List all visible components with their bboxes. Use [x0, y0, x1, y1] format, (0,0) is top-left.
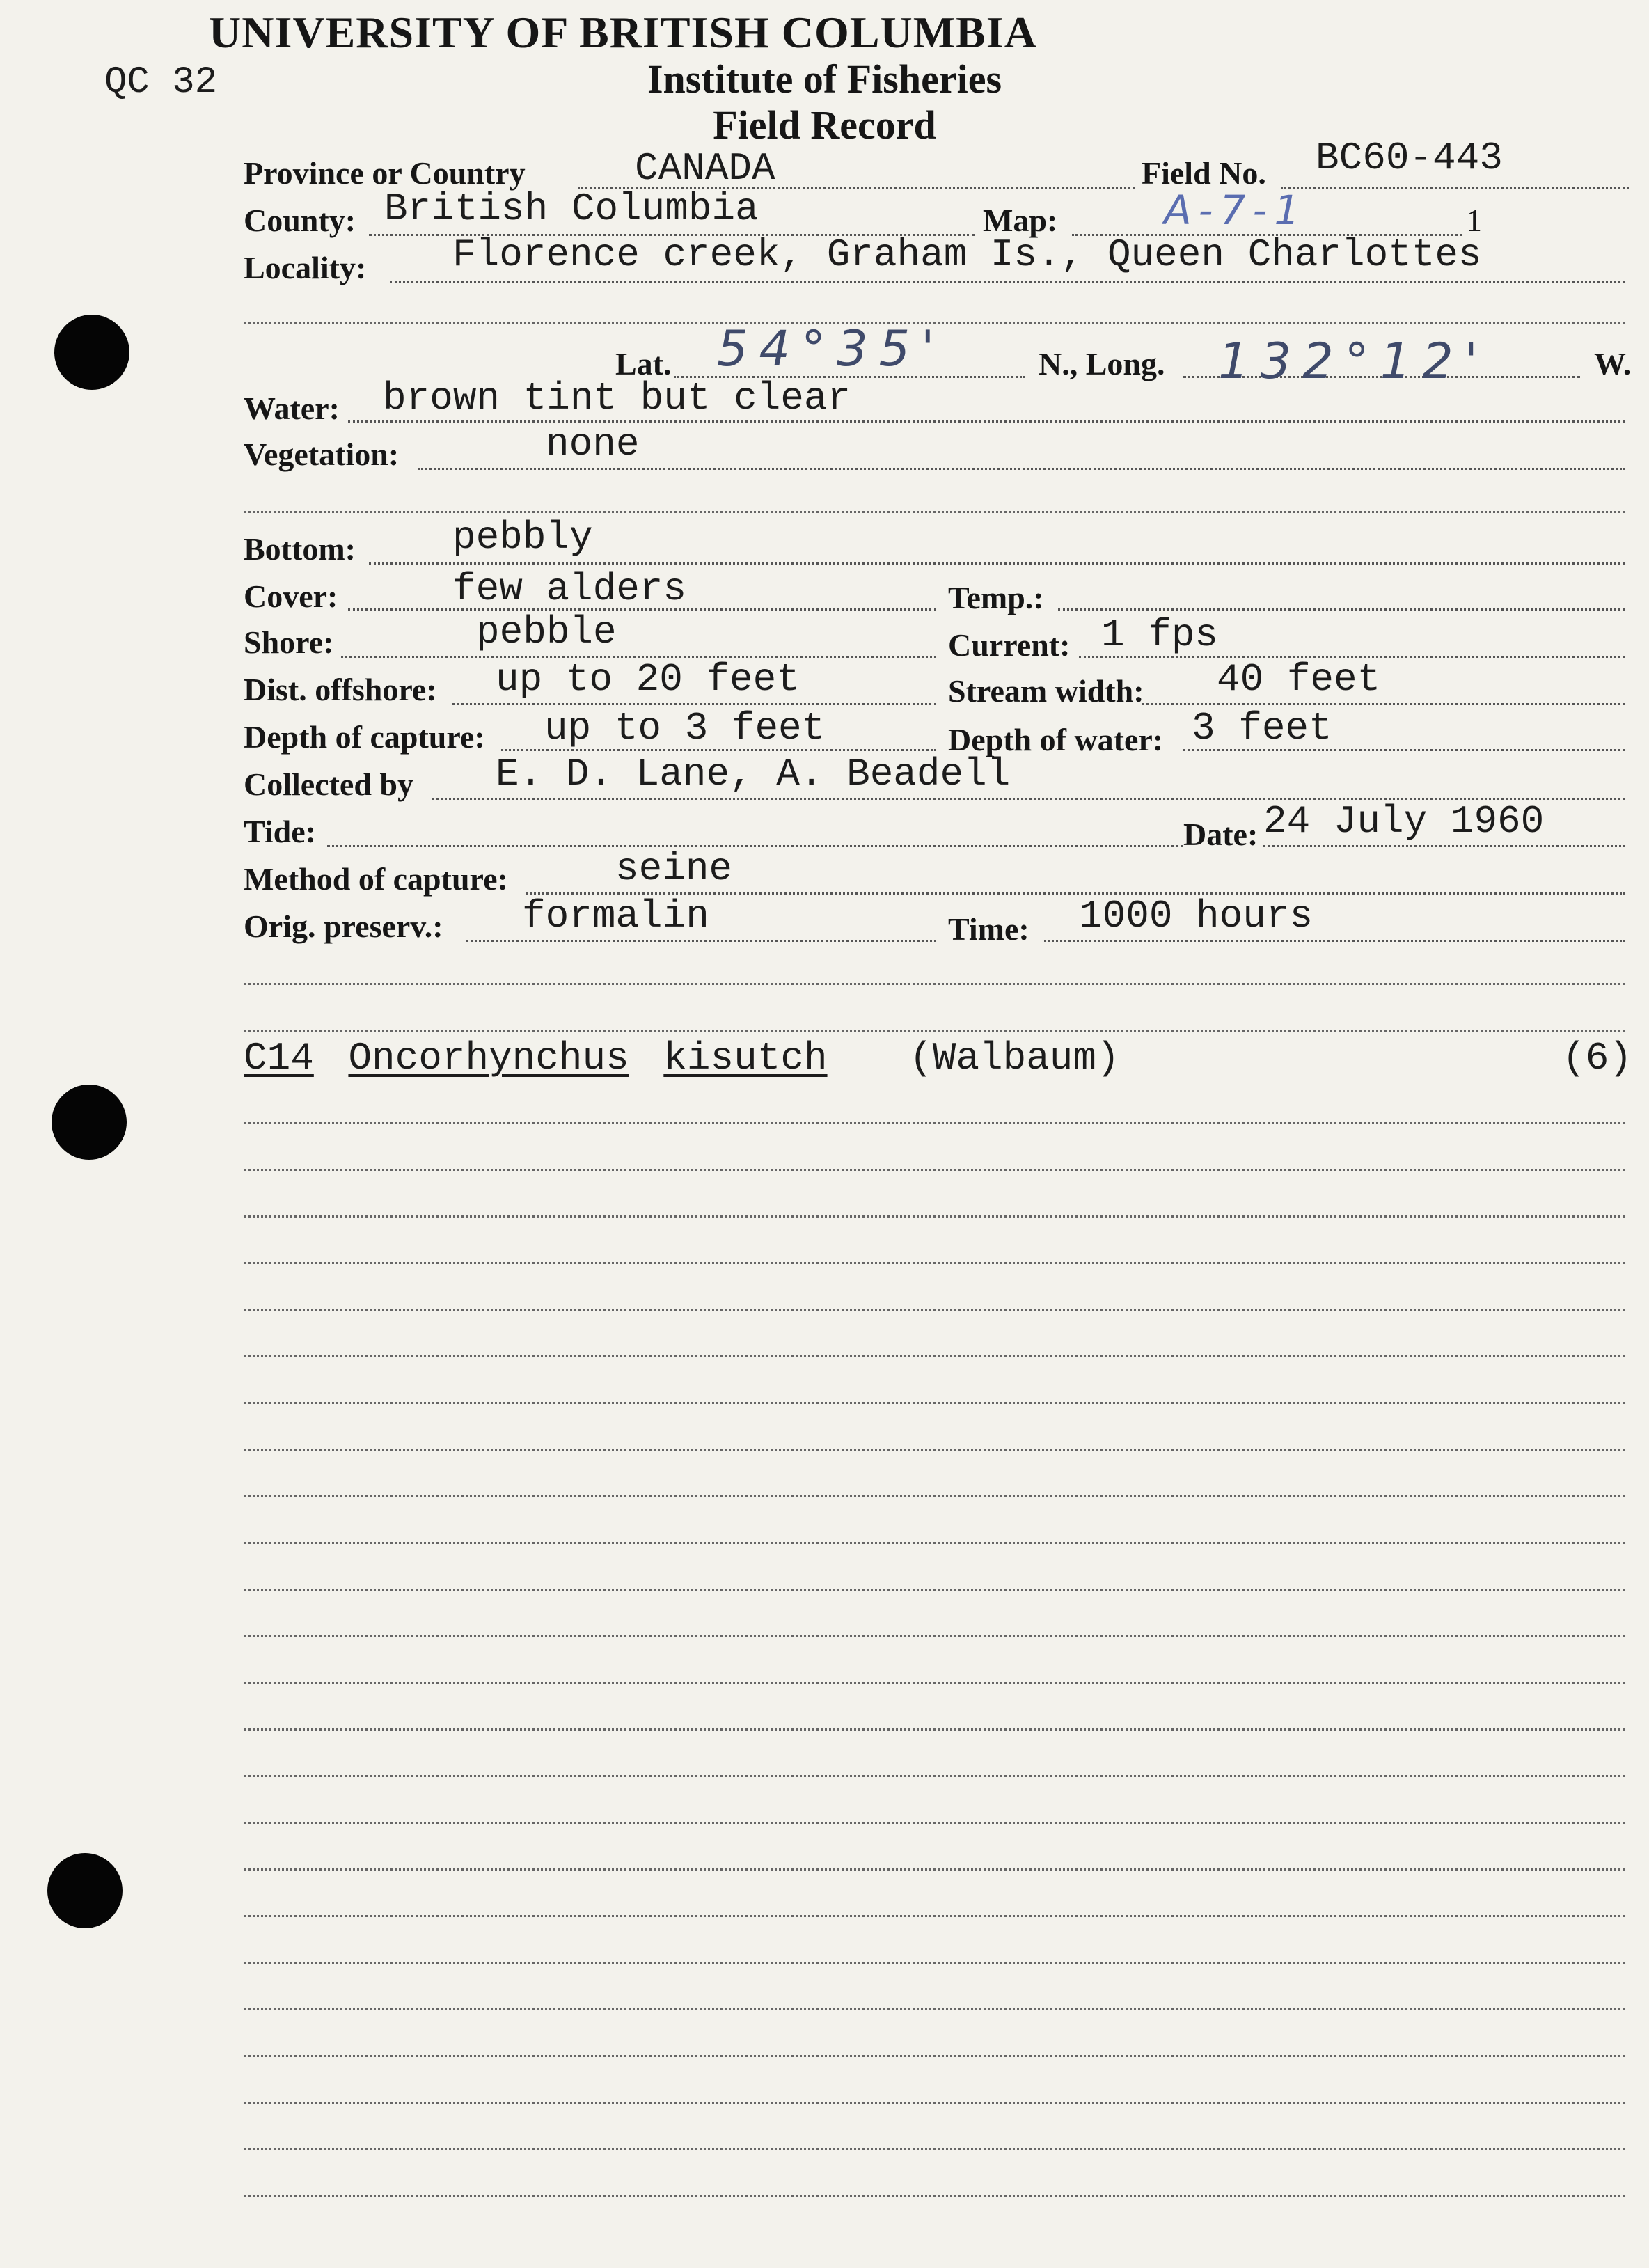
ruled-line [244, 1915, 1625, 1917]
date-line [1263, 845, 1625, 847]
ruled-line [244, 1262, 1625, 1264]
time-value: 1000 hours [1079, 894, 1313, 938]
tide-label: Tide: [244, 814, 316, 849]
method-value: seine [615, 846, 733, 891]
orig-preserv-value: formalin [522, 894, 709, 938]
ruled-line [244, 1449, 1625, 1451]
ruled-line [244, 2195, 1625, 2197]
ruled-line [244, 1682, 1625, 1684]
province-label: Province or Country [244, 155, 526, 191]
dist-offshore-label: Dist. offshore: [244, 672, 437, 707]
locality-line [390, 281, 1625, 283]
form-title: Field Record [713, 102, 936, 148]
field-no-label: Field No. [1142, 155, 1266, 191]
orig-preserv-line [466, 940, 936, 942]
temp-label: Temp.: [948, 580, 1044, 615]
ruled-line [244, 1215, 1625, 1218]
vegetation-value: none [546, 422, 640, 466]
blank-line-1 [244, 983, 1625, 985]
ruled-line [244, 1309, 1625, 1311]
current-label: Current: [948, 627, 1071, 663]
lat-value: 54°35' [717, 320, 946, 377]
shore-label: Shore: [244, 624, 334, 660]
cover-label: Cover: [244, 578, 338, 614]
ruled-line [244, 1402, 1625, 1404]
dist-offshore-value: up to 20 feet [496, 657, 800, 702]
specimen-code: C14 [244, 1036, 314, 1080]
ruled-line [244, 1728, 1625, 1731]
province-value: CANADA [635, 146, 775, 191]
punch-hole-top [54, 315, 129, 390]
specimen-species: kisutch [663, 1036, 828, 1080]
specimen-author: (Walbaum) [909, 1036, 1120, 1080]
blank-line-2 [244, 1030, 1625, 1032]
bottom-value: pebbly [452, 515, 593, 560]
vegetation-continuation-line [244, 511, 1625, 513]
county-value: British Columbia [384, 187, 759, 231]
depth-capture-value: up to 3 feet [544, 706, 826, 750]
ruled-line [244, 1355, 1625, 1357]
county-label: County: [244, 203, 356, 238]
catalog-mark: QC 32 [104, 61, 218, 104]
ruled-line [244, 2008, 1625, 2010]
lat-label: Lat. [615, 346, 672, 381]
ruled-line [244, 1868, 1625, 1871]
specimen-genus: Oncorhynchus [348, 1036, 629, 1080]
map-value: A-7-1 [1164, 187, 1307, 234]
ruled-line [244, 1635, 1625, 1637]
specimen-count: (6) [1562, 1036, 1632, 1080]
ruled-line [244, 1589, 1625, 1591]
ruled-line [244, 1775, 1625, 1777]
bottom-label: Bottom: [244, 531, 356, 567]
water-line [348, 420, 1625, 423]
long-value: 132°12' [1218, 333, 1489, 390]
ruled-line [244, 1822, 1625, 1824]
stream-width-label: Stream width: [948, 673, 1144, 709]
temp-line [1058, 608, 1625, 611]
date-label: Date: [1183, 817, 1259, 852]
ruled-line [244, 2148, 1625, 2150]
collected-by-label: Collected by [244, 766, 414, 802]
institute-title: Institute of Fisheries [647, 56, 1002, 102]
orig-preserv-label: Orig. preserv.: [244, 908, 443, 944]
depth-water-label: Depth of water: [948, 722, 1164, 757]
depth-capture-label: Depth of capture: [244, 719, 485, 755]
field-no-line [1281, 187, 1629, 189]
stream-width-line [1142, 703, 1625, 705]
ruled-line [244, 1122, 1625, 1124]
tide-line [327, 845, 1183, 847]
punch-hole-middle [52, 1085, 127, 1160]
ruled-line [244, 1962, 1625, 1964]
method-label: Method of capture: [244, 861, 508, 897]
bottom-line [369, 562, 1625, 565]
current-value: 1 fps [1101, 613, 1219, 657]
locality-value: Florence creek, Graham Is., Queen Charlottes [452, 233, 1482, 277]
collected-by-value: E. D. Lane, A. Beadell [496, 752, 1011, 796]
ruled-line [244, 1169, 1625, 1171]
map-label: Map: [983, 203, 1058, 238]
stream-width-value: 40 feet [1217, 657, 1381, 702]
west-label: W. [1594, 346, 1632, 381]
field-no-value: BC60-443 [1316, 136, 1503, 180]
water-label: Water: [244, 391, 340, 426]
vegetation-line [418, 468, 1625, 470]
time-line [1044, 940, 1625, 942]
cover-value: few alders [452, 567, 687, 611]
date-value: 24 July 1960 [1263, 799, 1545, 844]
ruled-line [244, 2055, 1625, 2057]
specimen-row [244, 1036, 1632, 1080]
map-suffix: 1 [1466, 203, 1482, 238]
dist-offshore-line [452, 703, 936, 705]
depth-water-value: 3 feet [1192, 706, 1332, 750]
ruled-line [244, 1542, 1625, 1544]
time-label: Time: [948, 911, 1029, 947]
long-label: N., Long. [1039, 346, 1165, 381]
water-value: brown tint but clear [383, 376, 851, 420]
university-title: UNIVERSITY OF BRITISH COLUMBIA [209, 8, 1037, 57]
ruled-line [244, 1495, 1625, 1497]
locality-label: Locality: [244, 250, 367, 285]
ruled-line [244, 2102, 1625, 2104]
punch-hole-bottom [47, 1853, 123, 1928]
vegetation-label: Vegetation: [244, 436, 400, 472]
shore-value: pebble [476, 610, 617, 654]
